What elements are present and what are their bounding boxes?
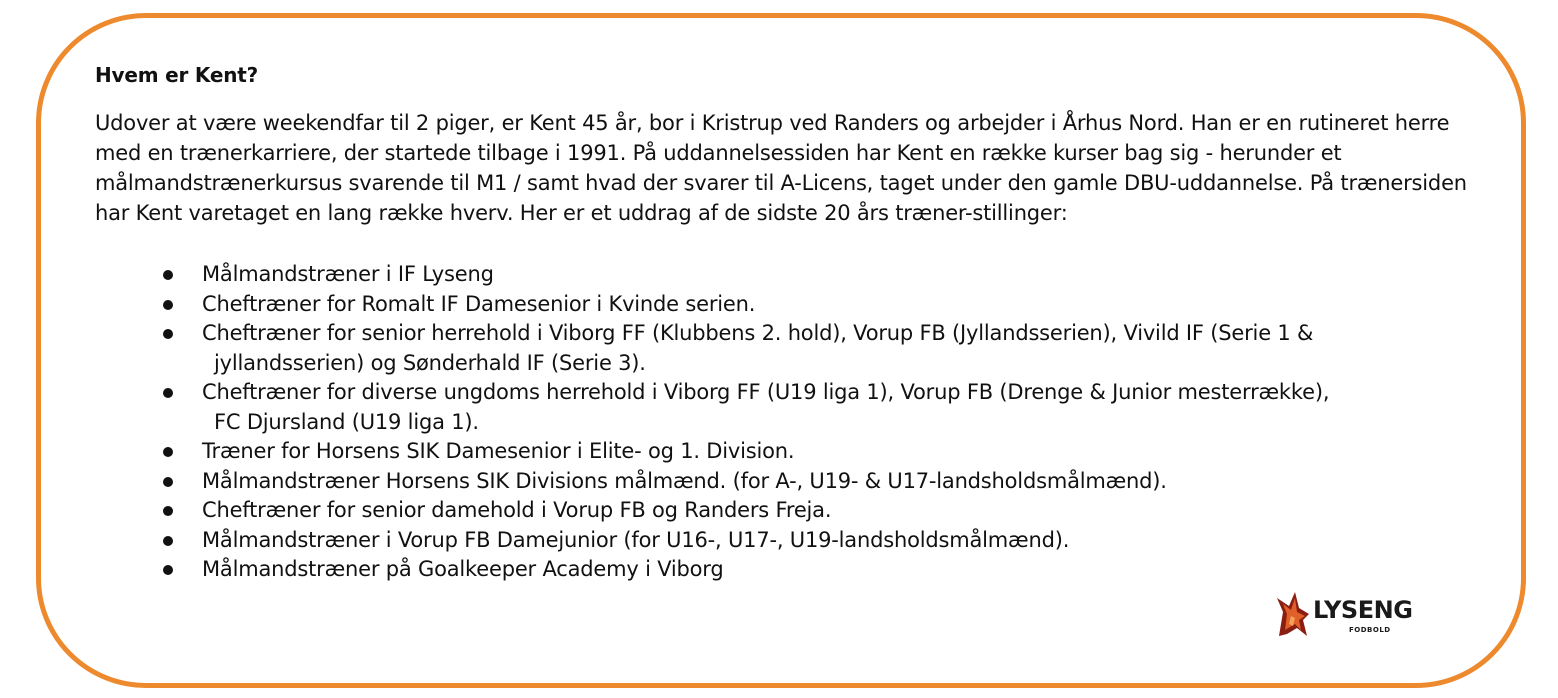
list-item (95, 378, 1485, 437)
logo-subtitle: FODBOLD (1349, 626, 1391, 634)
bullet-icon (163, 300, 173, 310)
list-item-text: Cheftræner for senior herrehold i Viborg FF (Klubbens 2. hold), Vorup FB (Jyllandsserien), Vivild IF (Serie 1 & (202, 321, 1314, 345)
list-item (95, 467, 1485, 497)
list-item (95, 496, 1485, 526)
bullet-icon (163, 477, 173, 487)
bullet-icon (163, 447, 173, 457)
lyseng-logo (1273, 590, 1423, 640)
bullet-icon (163, 329, 173, 339)
list-item (95, 555, 1485, 585)
list-item-text: Målmandstræner i IF Lyseng (202, 262, 494, 286)
list-item-text: Cheftræner for senior damehold i Vorup FB og Randers Freja. (202, 498, 832, 522)
list-item-text-continued: FC Djursland (U19 liga 1). (214, 409, 479, 434)
intro-paragraph: Udover at være weekendfar til 2 piger, er Kent 45 år, bor i Kristrup ved Randers og arbejder i Århus Nord. Han er en rutineret herre med en trænerkarriere, der startede tilbage i 1991. På uddannelsessiden har Kent en række kurser bag sig - herunder et målmandstrænerkursus svarende til M1 / samt hvad der svarer til A-Licens, taget under den gamle DBU-uddannelse. På trænersiden har Kent varetaget en lang række hverv. Her er et uddrag af de sidste 20 års træner-stillinger: (95, 111, 1467, 225)
list-item (95, 260, 1485, 290)
bullet-icon (163, 388, 173, 398)
section-heading: Hvem er Kent? (95, 63, 259, 87)
positions-list (95, 260, 1485, 585)
list-item-text: Cheftræner for Romalt IF Damesenior i Kvinde serien. (202, 291, 756, 316)
bullet-icon (163, 565, 173, 575)
logo-wordmark: LYSENG (1313, 596, 1413, 624)
list-item-text: Cheftræner for diverse ungdoms herrehold i Viborg FF (U19 liga 1), Vorup FB (Drenge & Junior mesterrække), (202, 380, 1330, 404)
list-item (95, 319, 1485, 378)
bullet-icon (163, 506, 173, 516)
list-item-text: Målmandstræner Horsens SIK Divisions målmænd. (for A-, U19- & U17-landsholdsmålmænd). (202, 468, 1167, 493)
fox-head-icon (1273, 590, 1315, 638)
list-item (95, 526, 1485, 556)
list-item-text: Målmandstræner i Vorup FB Damejunior (for U16-, U17-, U19-landsholdsmålmænd). (202, 527, 1070, 552)
bullet-icon (163, 536, 173, 546)
document-content (95, 60, 1485, 585)
bullet-icon (163, 270, 173, 280)
list-item-text-continued: jyllandsserien) og Sønderhald IF (Serie 3). (214, 350, 646, 375)
list-item-text: Træner for Horsens SIK Damesenior i Elite- og 1. Division. (202, 439, 795, 463)
list-item (95, 290, 1485, 320)
list-item (95, 437, 1485, 467)
list-item-text: Målmandstræner på Goalkeeper Academy i Viborg (202, 557, 724, 581)
